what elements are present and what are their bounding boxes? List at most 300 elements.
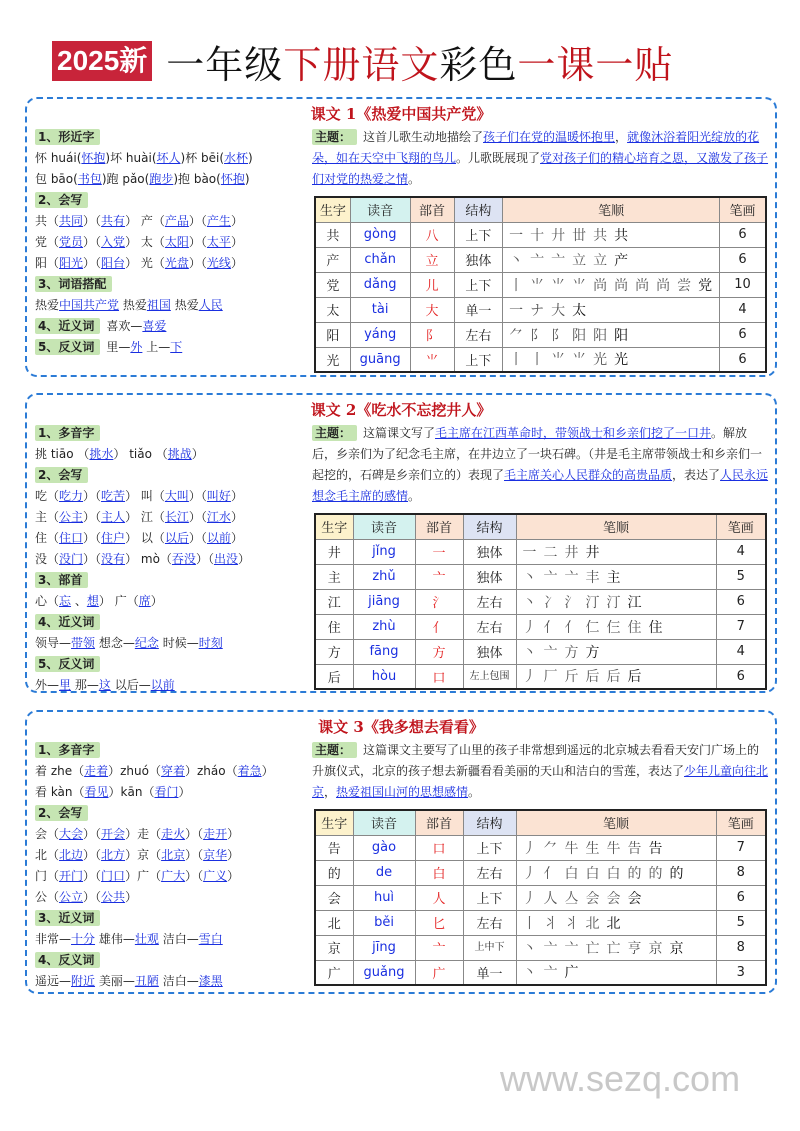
note-text: 怀 huái( bbox=[35, 151, 82, 165]
key-word: 入党 bbox=[101, 235, 126, 249]
stroke-step: 党 bbox=[698, 277, 713, 294]
stroke-step: 亡 bbox=[585, 940, 600, 957]
stroke-step: 会 bbox=[627, 890, 642, 907]
key-word: 十分 bbox=[71, 932, 96, 946]
stroke-step: 一 bbox=[509, 302, 524, 319]
notes-line bbox=[35, 908, 313, 929]
note-text: )坏 huài( bbox=[105, 151, 157, 165]
structure: 上下 bbox=[463, 885, 516, 910]
stroke-count: 4 bbox=[720, 297, 766, 322]
stroke-step: 亠 bbox=[564, 940, 579, 957]
stroke-step: 北 bbox=[606, 915, 621, 932]
key-word: 中国共产党 bbox=[59, 298, 120, 312]
structure: 左上包围 bbox=[463, 664, 516, 689]
pinyin: fāng bbox=[353, 639, 415, 664]
key-word: 广义 bbox=[203, 869, 228, 883]
key-word: 广大 bbox=[161, 869, 186, 883]
note-text: ）（ bbox=[188, 531, 207, 545]
key-word: 怀抱 bbox=[81, 151, 106, 165]
structure: 左右 bbox=[463, 910, 516, 935]
table-row bbox=[315, 247, 766, 272]
key-word: 雪白 bbox=[198, 932, 223, 946]
theme-paragraph bbox=[312, 127, 770, 190]
radical: 广 bbox=[415, 960, 463, 985]
column-header: 笔画 bbox=[720, 197, 766, 222]
notes-line bbox=[35, 971, 313, 992]
stroke-step: 丶 bbox=[522, 594, 537, 611]
note-text: ） bbox=[230, 214, 243, 228]
structure: 左右 bbox=[463, 614, 516, 639]
note-text: 门（ bbox=[35, 869, 60, 883]
stroke-step: 尚 bbox=[635, 277, 650, 294]
key-word: 书包 bbox=[77, 172, 102, 186]
key-word: 吞没 bbox=[171, 552, 196, 566]
stroke-step: 住 bbox=[627, 619, 642, 636]
note-text: ） tiǎo （ bbox=[113, 447, 168, 461]
title-part: 一年级 bbox=[166, 42, 284, 87]
key-word: 祖国 bbox=[146, 298, 171, 312]
note-text: ） bbox=[237, 552, 250, 566]
stroke-step: 共 bbox=[614, 227, 629, 244]
stroke-step: 丶 bbox=[522, 569, 537, 586]
section-heading: 2、会写 bbox=[35, 467, 88, 483]
section-heading: 5、反义词 bbox=[35, 339, 100, 355]
stroke-step: 白 bbox=[606, 865, 621, 882]
note-text: ）（ bbox=[188, 214, 207, 228]
notes-line bbox=[35, 633, 313, 654]
stroke-step: 会 bbox=[606, 890, 621, 907]
table-row bbox=[315, 347, 766, 372]
stroke-step: 方 bbox=[585, 644, 600, 661]
stroke-step: ⺌ bbox=[551, 352, 566, 369]
notes-line bbox=[35, 528, 313, 549]
stroke-step: 共 bbox=[593, 227, 608, 244]
note-text: ）广（ bbox=[125, 869, 162, 883]
character: 京 bbox=[315, 935, 353, 960]
notes-line bbox=[35, 824, 313, 845]
note-text: 党（ bbox=[35, 235, 60, 249]
character: 会 bbox=[315, 885, 353, 910]
key-word: 附近 bbox=[71, 974, 96, 988]
stroke-step: 光 bbox=[593, 352, 608, 369]
stroke-order bbox=[516, 860, 716, 885]
pinyin: dǎng bbox=[350, 272, 410, 297]
key-word: 走火 bbox=[161, 827, 186, 841]
note-text: 喜欢— bbox=[106, 319, 143, 333]
table-row bbox=[315, 614, 766, 639]
lesson-title: 课文 1《热爱中国共产党》 bbox=[310, 105, 492, 123]
column-header: 笔顺 bbox=[516, 810, 716, 835]
notes-line bbox=[35, 444, 313, 465]
stroke-step: 尚 bbox=[593, 277, 608, 294]
note-text: ）（ bbox=[188, 510, 207, 524]
stroke-order bbox=[503, 272, 720, 297]
character: 的 bbox=[315, 860, 353, 885]
stroke-step: ⺌ bbox=[551, 277, 566, 294]
section-heading: 4、近义词 bbox=[35, 614, 100, 630]
notes-line bbox=[35, 675, 313, 696]
pinyin: zhù bbox=[353, 614, 415, 639]
theme-text: 。解放后，乡亲们为了纪念毛主席，在井边立了一块石碑。（井是毛主席带领战士和乡亲们一起挖的，石碑是乡亲们立的）表现了 bbox=[312, 426, 763, 482]
stroke-step: 廾 bbox=[551, 227, 566, 244]
notes-line bbox=[35, 591, 313, 612]
stroke-step: 后 bbox=[606, 669, 621, 686]
note-text: 上— bbox=[142, 340, 171, 354]
table-header-row bbox=[315, 197, 766, 222]
key-phrase: 就像沐浴着阳光绽放的花朵，如在天空中飞翔的鸟儿 bbox=[312, 130, 760, 165]
stroke-step: 阳 bbox=[593, 327, 608, 344]
key-phrase: 毛主席在江西革命时，带领战士和乡亲们挖了一口井 bbox=[435, 426, 712, 440]
stroke-step: 汀 bbox=[606, 594, 621, 611]
key-word: 出没 bbox=[213, 552, 238, 566]
lesson-main bbox=[312, 740, 770, 986]
stroke-step: 京 bbox=[648, 940, 663, 957]
note-text: 挑 tiāo （ bbox=[35, 447, 90, 461]
stroke-step: 仁 bbox=[585, 619, 600, 636]
key-phrase: 孩子们在党的温暖怀抱里 bbox=[483, 130, 616, 144]
radical: 一 bbox=[415, 539, 463, 564]
stroke-step: 丶 bbox=[522, 644, 537, 661]
key-word: 阳光 bbox=[59, 256, 84, 270]
stroke-step: 丿 bbox=[522, 865, 537, 882]
radical: 白 bbox=[415, 860, 463, 885]
stroke-order bbox=[516, 639, 716, 664]
note-text: 雄伟— bbox=[95, 932, 135, 946]
note-text: ） bbox=[230, 510, 243, 524]
note-text: 着 zhe（ bbox=[35, 764, 85, 778]
stroke-step: 亼 bbox=[564, 890, 579, 907]
column-header: 结构 bbox=[454, 197, 503, 222]
theme-paragraph bbox=[312, 423, 770, 507]
key-word: 叫好 bbox=[206, 489, 231, 503]
note-text: 看 kàn（ bbox=[35, 785, 85, 799]
radical: 口 bbox=[415, 664, 463, 689]
stroke-count: 6 bbox=[716, 664, 766, 689]
stroke-step: 告 bbox=[648, 840, 663, 857]
note-text: 阳（ bbox=[35, 256, 60, 270]
structure: 左右 bbox=[463, 589, 516, 614]
note-text: ） mò（ bbox=[125, 552, 172, 566]
table-header-row bbox=[315, 514, 766, 539]
stroke-step: 尚 bbox=[614, 277, 629, 294]
pinyin: gòng bbox=[350, 222, 410, 247]
note-text: ）（ bbox=[188, 256, 207, 270]
column-header: 部首 bbox=[415, 514, 463, 539]
title-part: 一课一贴 bbox=[517, 42, 674, 87]
key-word: 时刻 bbox=[198, 636, 223, 650]
notes-line bbox=[35, 169, 313, 190]
stroke-order bbox=[516, 539, 716, 564]
table-row bbox=[315, 860, 766, 885]
column-header: 生字 bbox=[315, 810, 353, 835]
pinyin: zhǔ bbox=[353, 564, 415, 589]
notes-line bbox=[35, 507, 313, 528]
character: 太 bbox=[315, 297, 350, 322]
note-text: )抱 bào( bbox=[173, 172, 221, 186]
note-text: ） bbox=[178, 785, 191, 799]
pinyin: jiāng bbox=[353, 589, 415, 614]
note-text: 洁白— bbox=[158, 932, 199, 946]
stroke-step: 的 bbox=[627, 865, 642, 882]
character: 告 bbox=[315, 835, 353, 860]
stroke-step: 牛 bbox=[606, 840, 621, 857]
structure: 左右 bbox=[463, 860, 516, 885]
note-text: 包 bāo( bbox=[35, 172, 78, 186]
notes-line bbox=[35, 148, 313, 169]
stroke-order bbox=[516, 614, 716, 639]
table-header-row bbox=[315, 810, 766, 835]
pinyin: jīng bbox=[353, 935, 415, 960]
key-word: 没门 bbox=[59, 552, 84, 566]
character: 江 bbox=[315, 589, 353, 614]
key-word: 想 bbox=[86, 594, 99, 608]
theme-text: 。 bbox=[468, 785, 481, 799]
key-word: 产品 bbox=[164, 214, 189, 228]
note-text: 没（ bbox=[35, 552, 60, 566]
stroke-step: ナ bbox=[530, 302, 545, 319]
stroke-step: 后 bbox=[585, 669, 600, 686]
table-row bbox=[315, 322, 766, 347]
character-table bbox=[314, 196, 767, 373]
stroke-step: 生 bbox=[585, 840, 600, 857]
theme-label: 主题： bbox=[312, 742, 357, 758]
structure: 上下 bbox=[454, 347, 503, 372]
stroke-step: ⺌ bbox=[530, 277, 545, 294]
table-row bbox=[315, 935, 766, 960]
key-word: 走开 bbox=[203, 827, 228, 841]
stroke-step: 告 bbox=[627, 840, 642, 857]
radical: 人 bbox=[415, 885, 463, 910]
column-header: 读音 bbox=[350, 197, 410, 222]
stroke-step: 阳 bbox=[614, 327, 629, 344]
radical: 亻 bbox=[415, 614, 463, 639]
theme-text: 这首儿歌生动地描绘了 bbox=[363, 130, 484, 144]
notes-line bbox=[35, 127, 313, 148]
structure: 独体 bbox=[463, 564, 516, 589]
stroke-step: 广 bbox=[564, 965, 579, 982]
notes-line bbox=[35, 486, 313, 507]
key-word: 喜爱 bbox=[142, 319, 167, 333]
radical: ⺌ bbox=[410, 347, 454, 372]
stroke-count: 6 bbox=[720, 222, 766, 247]
key-word: 带领 bbox=[71, 636, 96, 650]
table-row bbox=[315, 910, 766, 935]
note-text: ） bbox=[261, 764, 274, 778]
stroke-step: 丿 bbox=[522, 619, 537, 636]
section-heading: 5、反义词 bbox=[35, 656, 100, 672]
stroke-step: 丿 bbox=[522, 840, 537, 857]
key-word: 跑步 bbox=[149, 172, 174, 186]
key-word: 大叫 bbox=[164, 489, 189, 503]
lesson-main bbox=[312, 127, 770, 373]
radical: 亠 bbox=[415, 935, 463, 960]
section-heading: 3、词语搭配 bbox=[35, 276, 112, 292]
section-heading: 1、形近字 bbox=[35, 129, 100, 145]
theme-text: 。 bbox=[408, 172, 421, 186]
theme-paragraph bbox=[312, 740, 770, 803]
note-text: 时候— bbox=[158, 636, 199, 650]
theme-text: 。儿歌既展现了 bbox=[456, 151, 541, 165]
note-text: ）（ bbox=[83, 489, 102, 503]
stroke-step: 白 bbox=[585, 865, 600, 882]
radical: 大 bbox=[410, 297, 454, 322]
note-text: ）（ bbox=[83, 552, 102, 566]
stroke-count: 6 bbox=[720, 347, 766, 372]
key-word: 走着 bbox=[84, 764, 109, 778]
lesson-notes bbox=[35, 127, 313, 358]
column-header: 笔顺 bbox=[516, 514, 716, 539]
notes-line bbox=[35, 295, 313, 316]
stroke-step: 会 bbox=[585, 890, 600, 907]
stroke-step: 丿 bbox=[522, 669, 537, 686]
key-word: 以后 bbox=[164, 531, 189, 545]
character: 广 bbox=[315, 960, 353, 985]
note-text: ）（ bbox=[83, 214, 102, 228]
stroke-step: ⺈ bbox=[509, 327, 524, 344]
note-text: ）zhuó（ bbox=[108, 764, 161, 778]
note-text: ）（ bbox=[185, 827, 204, 841]
notes-line bbox=[35, 887, 313, 908]
note-text: ） 江（ bbox=[125, 510, 165, 524]
stroke-order bbox=[503, 322, 720, 347]
column-header: 笔画 bbox=[716, 514, 766, 539]
stroke-step: 亠 bbox=[551, 252, 566, 269]
stroke-step: 丿 bbox=[522, 890, 537, 907]
pinyin: huì bbox=[353, 885, 415, 910]
table-row bbox=[315, 272, 766, 297]
character: 主 bbox=[315, 564, 353, 589]
note-text: 洁白— bbox=[158, 974, 199, 988]
stroke-count: 5 bbox=[716, 564, 766, 589]
stroke-count: 4 bbox=[716, 539, 766, 564]
stroke-count: 6 bbox=[720, 247, 766, 272]
notes-line bbox=[35, 761, 313, 782]
lesson-title: 课文 3《我多想去看看》 bbox=[318, 718, 484, 736]
note-text: 想念— bbox=[95, 636, 135, 650]
key-word: 着急 bbox=[237, 764, 262, 778]
stroke-order bbox=[503, 247, 720, 272]
key-word: 长江 bbox=[164, 510, 189, 524]
notes-line bbox=[35, 337, 313, 358]
stroke-order bbox=[516, 885, 716, 910]
table-row bbox=[315, 835, 766, 860]
notes-line bbox=[35, 190, 313, 211]
note-text: ） 产（ bbox=[125, 214, 165, 228]
stroke-step: 亠 bbox=[564, 569, 579, 586]
stroke-count: 6 bbox=[716, 885, 766, 910]
key-word: 壮观 bbox=[134, 932, 159, 946]
key-word: 太阳 bbox=[164, 235, 189, 249]
note-text: 美丽— bbox=[95, 974, 135, 988]
stroke-step: 二 bbox=[543, 544, 558, 561]
key-word: 公共 bbox=[101, 890, 126, 904]
stroke-order bbox=[516, 589, 716, 614]
pinyin: de bbox=[353, 860, 415, 885]
theme-text: ，表达了 bbox=[672, 468, 721, 482]
table-row bbox=[315, 539, 766, 564]
lesson-card bbox=[25, 393, 777, 693]
column-header: 读音 bbox=[353, 810, 415, 835]
character: 光 bbox=[315, 347, 350, 372]
notes-line bbox=[35, 423, 313, 444]
stroke-step: 丶 bbox=[522, 940, 537, 957]
character-table bbox=[314, 513, 767, 690]
character: 方 bbox=[315, 639, 353, 664]
key-word: 北边 bbox=[59, 848, 84, 862]
stroke-order bbox=[503, 297, 720, 322]
key-word: 以前 bbox=[150, 678, 175, 692]
title-part: 下册语文 bbox=[283, 42, 440, 87]
stroke-step: 光 bbox=[614, 352, 629, 369]
stroke-step: 亻 bbox=[543, 865, 558, 882]
note-text: ）zháo（ bbox=[185, 764, 238, 778]
key-word: 公立 bbox=[59, 890, 84, 904]
key-word: 席 bbox=[138, 594, 151, 608]
structure: 独体 bbox=[463, 539, 516, 564]
lesson-card bbox=[25, 710, 777, 994]
year-badge: 2025新 bbox=[52, 41, 152, 81]
stroke-step: 一 bbox=[509, 227, 524, 244]
stroke-step: 江 bbox=[627, 594, 642, 611]
column-header: 笔顺 bbox=[503, 197, 720, 222]
key-word: 坏人 bbox=[156, 151, 181, 165]
note-text: 共（ bbox=[35, 214, 60, 228]
notes-line bbox=[35, 274, 313, 295]
key-word: 水杯 bbox=[224, 151, 249, 165]
key-word: 没有 bbox=[101, 552, 126, 566]
character: 党 bbox=[315, 272, 350, 297]
pinyin: jǐng bbox=[353, 539, 415, 564]
notes-line bbox=[35, 465, 313, 486]
key-word: 门口 bbox=[101, 869, 126, 883]
key-word: 江水 bbox=[206, 510, 231, 524]
stroke-step: ⺈ bbox=[543, 840, 558, 857]
stroke-step: 牛 bbox=[564, 840, 579, 857]
character: 北 bbox=[315, 910, 353, 935]
notes-line bbox=[35, 211, 313, 232]
radical: 八 bbox=[410, 222, 454, 247]
stroke-step: 太 bbox=[572, 302, 587, 319]
pinyin: hòu bbox=[353, 664, 415, 689]
key-word: 产生 bbox=[206, 214, 231, 228]
note-text: ） 光（ bbox=[125, 256, 165, 270]
table-row bbox=[315, 297, 766, 322]
stroke-step: 阳 bbox=[572, 327, 587, 344]
stroke-step: 白 bbox=[564, 865, 579, 882]
structure: 上下 bbox=[463, 835, 516, 860]
stroke-step: ⺌ bbox=[572, 352, 587, 369]
note-text: ) bbox=[248, 151, 253, 165]
stroke-order bbox=[516, 910, 716, 935]
section-heading: 3、部首 bbox=[35, 572, 88, 588]
stroke-step: 主 bbox=[606, 569, 621, 586]
key-word: 看门 bbox=[154, 785, 179, 799]
notes-line bbox=[35, 549, 313, 570]
key-word: 北京 bbox=[161, 848, 186, 862]
note-text: ）（ bbox=[83, 531, 102, 545]
table-row bbox=[315, 222, 766, 247]
key-word: 挑战 bbox=[167, 447, 192, 461]
stroke-order bbox=[503, 222, 720, 247]
note-text: ） bbox=[230, 531, 243, 545]
stroke-step: 方 bbox=[564, 644, 579, 661]
radical: 立 bbox=[410, 247, 454, 272]
watermark: www.sezq.com bbox=[500, 1058, 741, 1099]
key-word: 光盘 bbox=[164, 256, 189, 270]
note-text: ） 叫（ bbox=[125, 489, 165, 503]
stroke-step: 丬 bbox=[543, 915, 558, 932]
note-text: 遥远— bbox=[35, 974, 72, 988]
